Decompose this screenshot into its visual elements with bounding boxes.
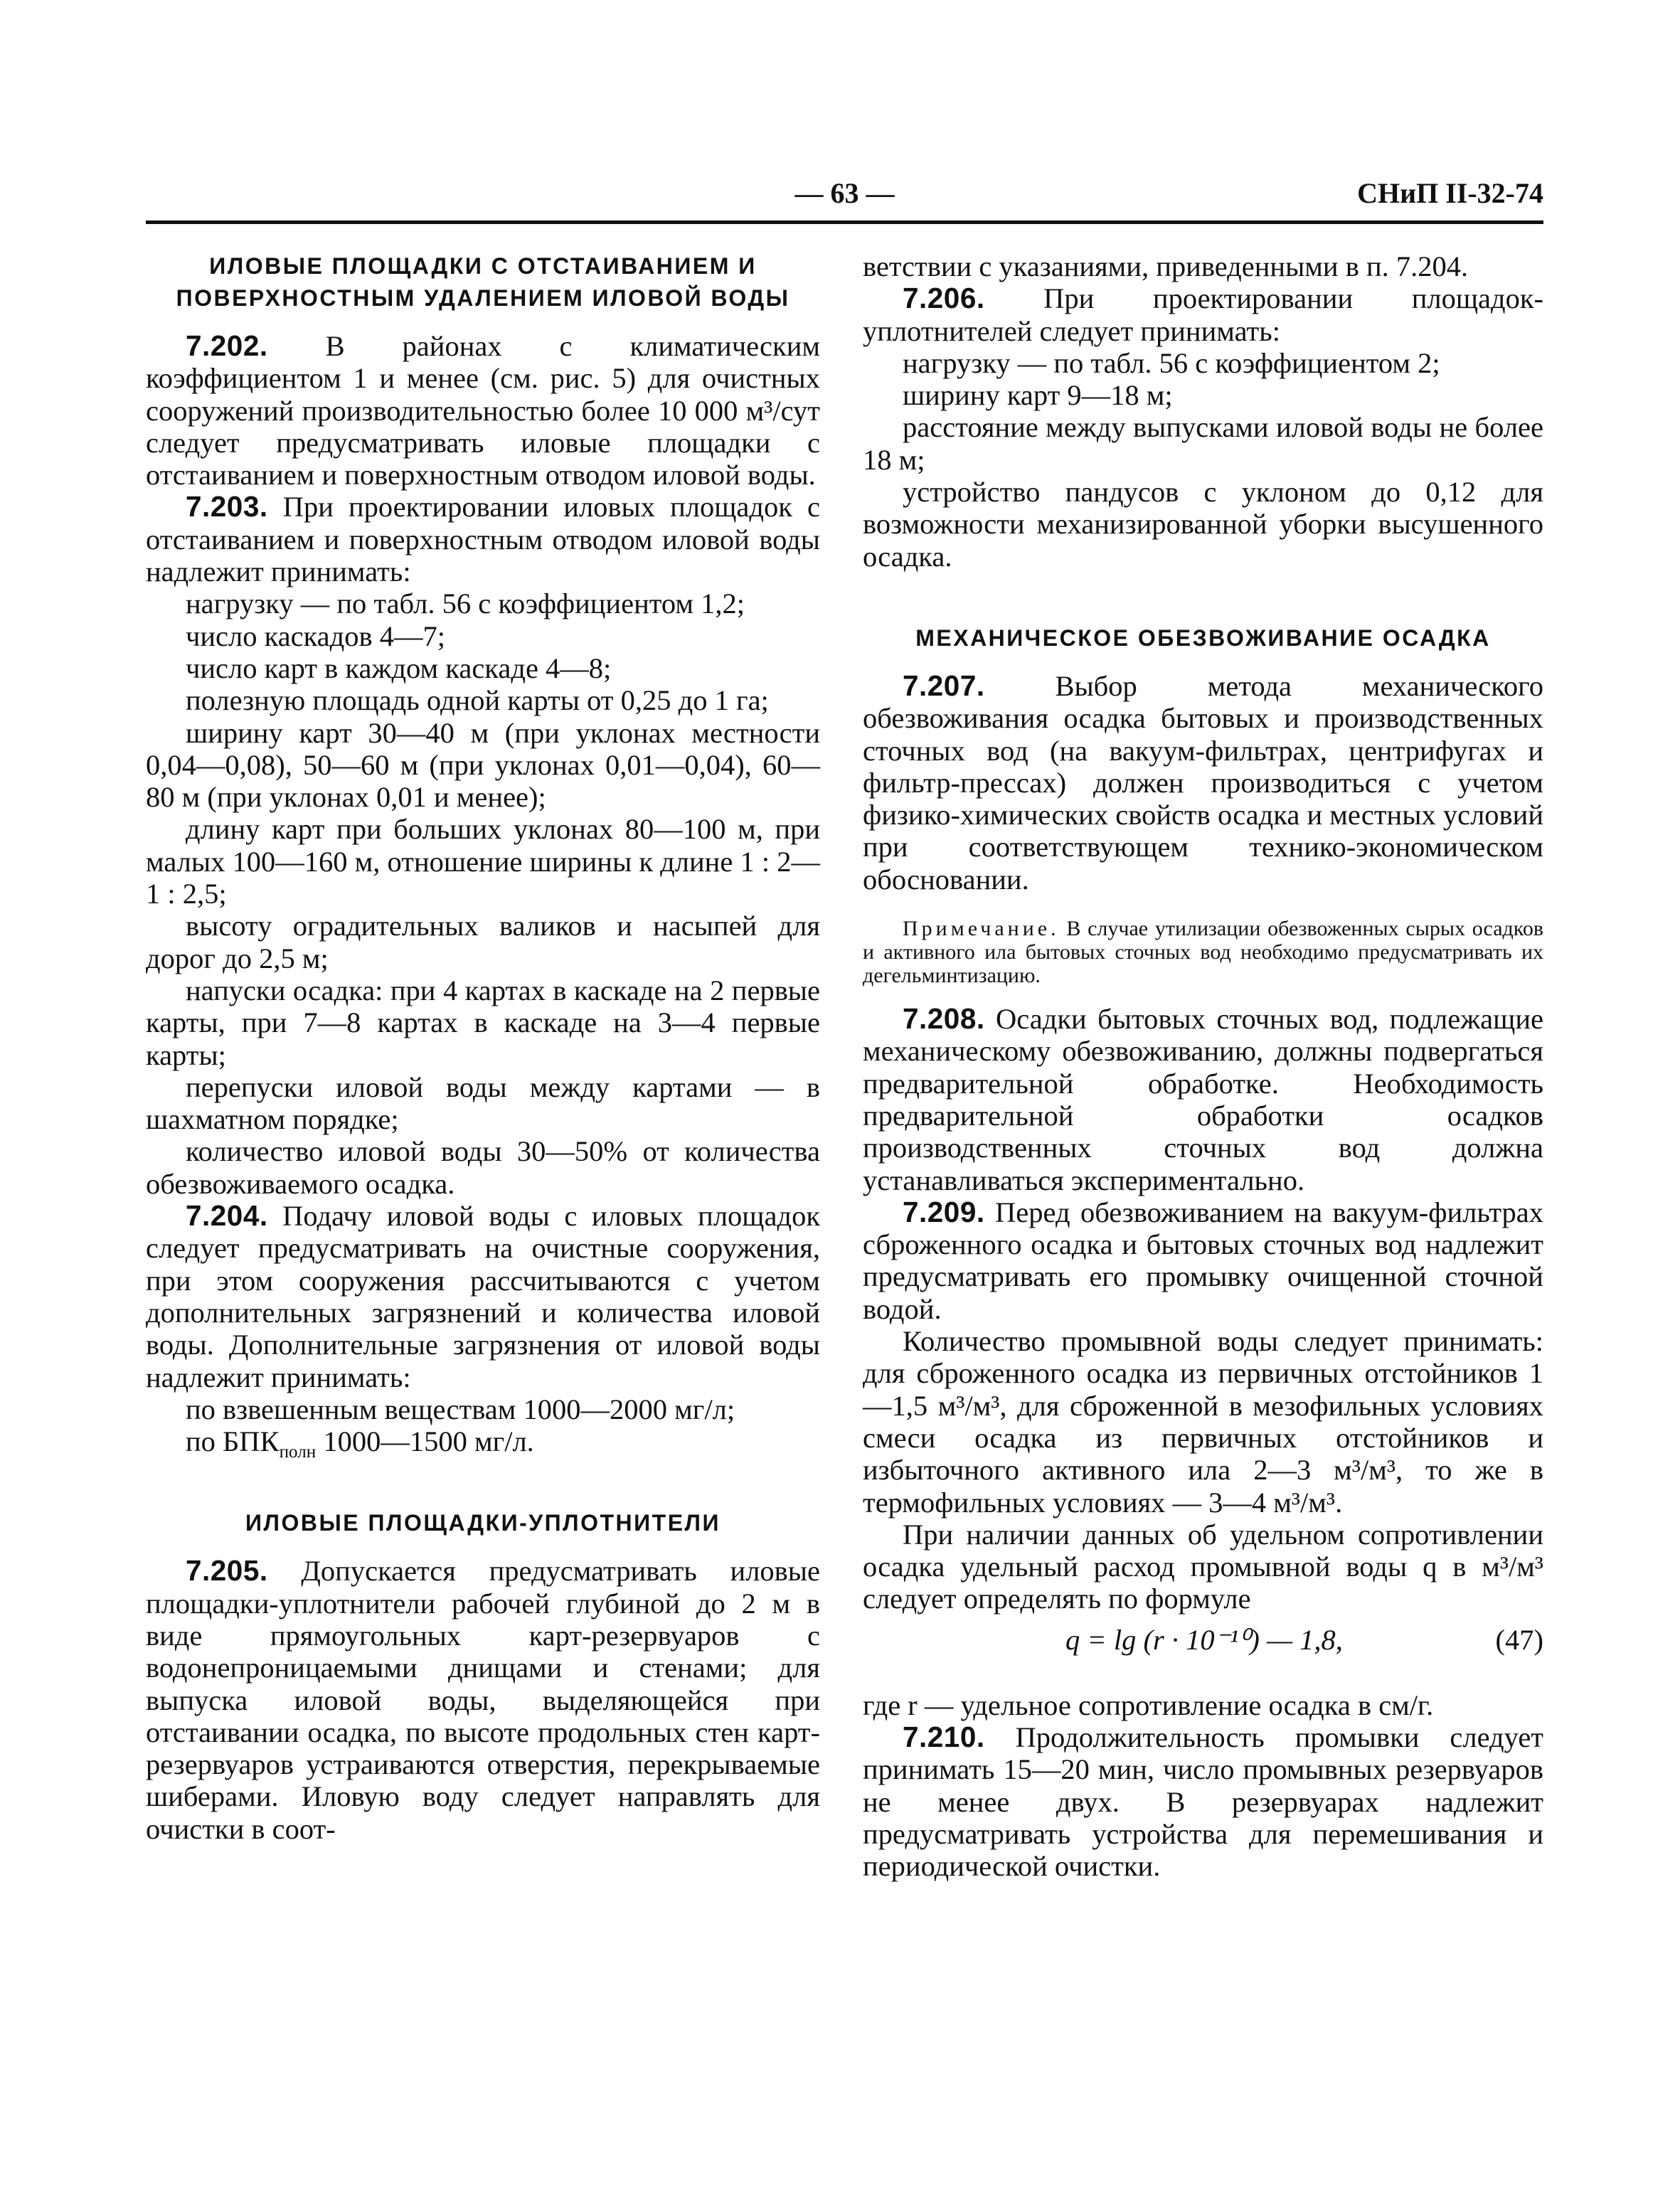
paragraph-7206: 7.206. При проектировании площадок-уплотнителей следует принимать: (863, 282, 1544, 347)
paragraph-7203: 7.203. При проектировании иловых площадок с отстаиванием и поверхностным отводом иловой воды надлежит принимать: (146, 490, 820, 588)
header-rule (146, 220, 1543, 224)
page-header (146, 176, 1543, 216)
list-item: расстояние между выпусками иловой воды не более 18 м; (863, 411, 1543, 476)
list-item: ширину карт 30—40 м (при уклонах местности 0,04—0,08), 50—60 м (при уклонах 0,01—0,04), 60—80 м (при уклонах 0,01 и менее); (146, 716, 820, 814)
list-item: количество иловой воды 30—50% от количества обезвоживаемого осадка. (146, 1135, 820, 1200)
list-item: высоту оградительных валиков и насыпей для дорог до 2,5 м; (146, 910, 820, 974)
page-number: — 63 — (794, 177, 895, 209)
formula-47 (863, 1620, 1543, 1661)
note-label: Примечание. (903, 917, 1060, 941)
list-item: число карт в каждом каскаде 4—8; (186, 652, 612, 684)
paragraph-7209-formula-intro: При наличии данных об удельном сопротивлении осадка удельный расход промывной воды q в м³/м³ следует определять по формуле (863, 1518, 1543, 1615)
paragraph-7210: 7.210. Продолжительность промывки следует принимать 15—20 мин, число промывных резервуаров не менее двух. В резервуарах надлежит предусматривать устройства для перемешивания и периодической очистки. (863, 1720, 1544, 1883)
list-item: нагрузку — по табл. 56 с коэффициентом 1,2; (186, 588, 745, 620)
list-item: полезную площадь одной карты от 0,25 до 1 га; (186, 684, 769, 717)
document-code: СНиП II-32-74 (1357, 177, 1543, 209)
note: Примечание. В случае утилизации обезвоженных сырых осадков и активного ила бытовых сточных вод необходимо предусматривать их дегельминтизацию. (863, 917, 1543, 988)
paragraph-7207: 7.207. Выбор метода механического обезвоживания осадка бытовых и производственных сточных вод (на вакуум-фильтрах, центрифугах и фильтр-прессах) должен производиться с учетом физико-химических свойств осадка и местных условий при соответствующем технико-экономическом обосновании. (863, 669, 1543, 895)
list-item: по взвешенным веществам 1000—2000 мг/л; (186, 1393, 735, 1425)
list-item: длину карт при больших уклонах 80—100 м, при малых 100—160 м, отношение ширины к длине 1 : 2—1 : 2,5; (146, 813, 820, 910)
list-item: по $БПК_{полн}$ 1000—1500 мг/л. (186, 1425, 534, 1462)
section-title-mechanical-dewatering: МЕХАНИЧЕСКОЕ ОБЕЗВОЖИВАНИЕ ОСАДКА (915, 624, 1491, 651)
paragraph-7205-continued: ветствии с указаниями, приведенными в п. 7.204. (863, 250, 1469, 282)
paragraph-7209-wash-water: Количество промывной воды следует принимать: для сброженного осадка из первичных отстойников 1—1,5 м³/м³, для сброженной в мезофильных условиях смеси осадка из первичных отстойников и избыточного активного ила 2—3 м³/м³, то же в термофильных условиях — 3—4 м³/м³. (863, 1325, 1543, 1519)
formula-legend: где r — удельное сопротивление осадка в см/г. (863, 1689, 1434, 1721)
paragraph-7208: 7.208. Осадки бытовых сточных вод, подлежащие механическому обезвоживанию, должны подвергаться предварительной обработке. Необходимость предварительной обработки осадков производственных сточных вод должна устанавливаться экспериментально. (863, 1002, 1543, 1196)
formula-number: (47) (1495, 1623, 1543, 1656)
paragraph-7204: 7.204. Подачу иловой воды с иловых площадок следует предусматривать на очистные сооружения, при этом сооружения рассчитываются с учетом дополнительных загрязнений и количества иловой воды. Дополнительные загрязнения от иловой воды надлежит принимать: (146, 1199, 821, 1393)
left-column (146, 250, 820, 1845)
paragraph-7202: 7.202. В районах с климатическим коэффициентом 1 и менее (см. рис. 5) для очистных сооружений производительностью более 10 000 м³/сут следует предусматривать иловые площадки с отстаиванием и поверхностным отводом иловой воды. (146, 329, 821, 491)
list-item: перепуски иловой воды между картами — в шахматном порядке; (146, 1070, 820, 1136)
list-item: число каскадов 4—7; (186, 620, 446, 652)
list-item: напуски осадка: при 4 картах в каскаде на 2 первые карты, при 7—8 картах в каскаде на 3—4 первые карты; (146, 974, 820, 1071)
list-item: устройство пандусов с уклоном до 0,12 для возможности механизированной уборки высушенного осадка. (863, 476, 1543, 573)
section-title-sludge-beds-settling: ИЛОВЫЕ ПЛОЩАДКИ С ОТСТАИВАНИЕМ И ПОВЕРХНОСТНЫМ УДАЛЕНИЕМ ИЛОВОЙ ВОДЫ (176, 253, 790, 311)
paragraph-7205: 7.205. Допускается предусматривать иловые площадки-уплотнители рабочей глубиной до 2 м в виде прямоугольных карт-резервуаров с водонепроницаемыми днищами и стенами; для выпуска иловой воды, выделяющейся при отстаивании осадка, по высоте продольных стен карт-резервуаров устраиваются отверстия, перекрываемые шиберами. Иловую воду следует направлять для очистки в соот- (146, 1554, 820, 1845)
list-item: нагрузку — по табл. 56 с коэффициентом 2; (903, 346, 1440, 379)
list-item: ширину карт 9—18 м; (903, 379, 1173, 412)
section-title-thickening-beds: ИЛОВЫЕ ПЛОЩАДКИ-УПЛОТНИТЕЛИ (245, 1510, 721, 1536)
formula-expression: q = lg (r · 10⁻¹⁰) — 1,8, (1065, 1623, 1343, 1656)
right-column (863, 250, 1543, 1882)
paragraph-7209: 7.209. Перед обезвоживанием на вакуум-фильтрах сброженного осадка и бытовых сточных вод надлежит предусматривать его промывку очищенной сточной водой. (863, 1195, 1543, 1325)
